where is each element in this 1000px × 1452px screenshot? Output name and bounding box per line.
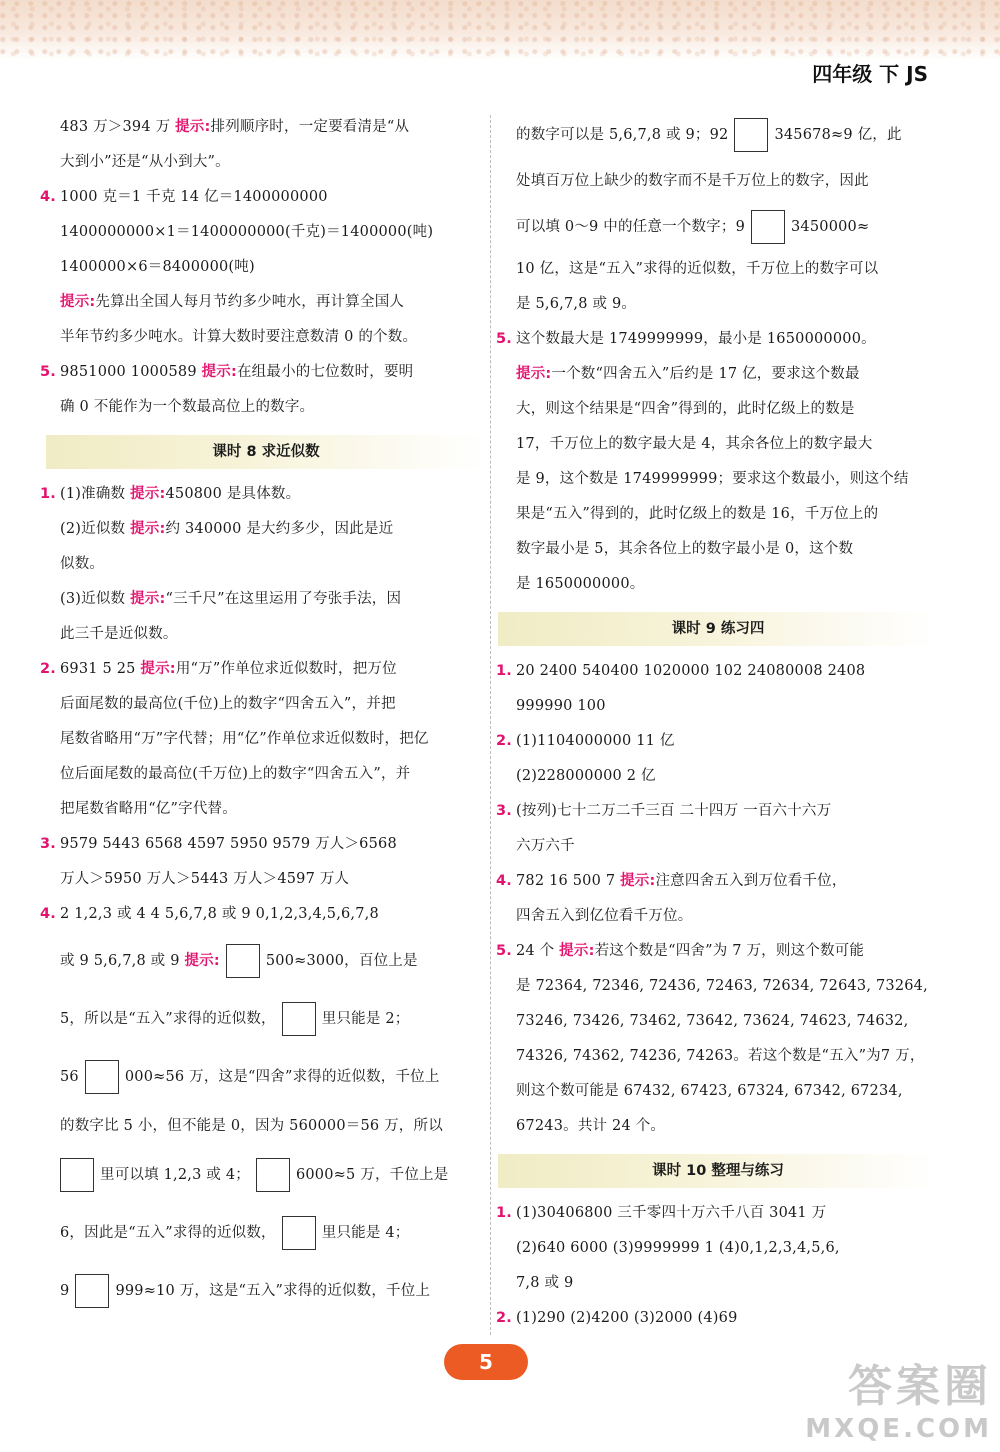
answer-line: 10 亿，这是“五入”求得的近似数，千万位上的数字可以 (516, 261, 879, 277)
answer-line: 6，因此是“五入”求得的近似数， 里只能是 4； (60, 1204, 485, 1262)
lesson-9-section (496, 654, 941, 1144)
answer-text: 999990 100 (516, 698, 606, 714)
answer-text: 1000 克＝1 千克 14 亿＝1400000000 (60, 189, 328, 205)
answer-text: 这个数最大是 1749999999，最小是 1650000000。 (516, 331, 876, 347)
answer-line (516, 392, 941, 427)
question-5-section (496, 322, 941, 602)
answer-line (516, 969, 941, 1004)
answer-text: 位后面尾数的最高位(千万位)上的数字“四舍五入”，并 (60, 766, 411, 782)
question-number: 5. (496, 943, 512, 959)
answer-text: 73246, 73426, 73462, 73642, 73624, 74623, 74632, (516, 1013, 909, 1029)
answer-text: 后面尾数的最高位(千位)上的数字“四舍五入”，并把 (60, 696, 396, 712)
answer-line (516, 1109, 941, 1144)
question-number: 2. (496, 1310, 512, 1326)
answer-line (60, 110, 485, 145)
answer-text: (2)近似数 (60, 521, 131, 537)
answer-line (60, 757, 485, 792)
blank-box (85, 1060, 119, 1094)
answer-text: (3)近似数 (60, 591, 131, 607)
answer-text: (1)1104000000 11 亿 (516, 733, 675, 749)
answer-text: (1)准确数 (60, 486, 131, 502)
answer-line (516, 759, 941, 794)
answer-line (516, 1231, 941, 1266)
answer-line (496, 1301, 941, 1336)
answer-line: 56 000≈56 万，这是“四舍”求得的近似数，千位上 (60, 1048, 485, 1106)
question-number: 1. (40, 486, 56, 502)
blank-box (226, 944, 260, 978)
question-number: 4. (40, 189, 56, 205)
answer-line (60, 512, 485, 547)
answer-line (516, 1004, 941, 1039)
answer-text: 大，则这个结果是“四舍”得到的，此时亿级上的数是 (516, 401, 855, 417)
answer-text: (2)228000000 2 亿 (516, 768, 656, 784)
answer-line: 的数字比 5 小，但不能是 0，因为 560000＝56 万，所以 (60, 1118, 443, 1134)
answer-line (516, 1266, 941, 1301)
answer-line: 5，所以是“五入”求得的近似数， 里只能是 2； (60, 990, 485, 1048)
answer-text: 是 9，这个数是 1749999999；要求这个数最小，则这个结 (516, 471, 909, 487)
answer-text: 是 72364, 72346, 72436, 72463, 72634, 72643, 73264, (516, 978, 928, 994)
answer-text: 1400000×6＝8400000(吨) (60, 259, 255, 275)
answer-text: 似数。 (60, 556, 105, 572)
hint-label: 提示: (140, 661, 176, 677)
answer-line (60, 320, 485, 355)
answer-line (516, 1039, 941, 1074)
hint-label: 提示: (60, 294, 96, 310)
hint-label: 提示: (175, 119, 211, 135)
answer-line (40, 355, 485, 390)
hint-text: 在组最小的七位数时，要明 (236, 364, 414, 380)
answer-line (60, 215, 485, 250)
answer-text: 果是“五入”得到的，此时亿级上的数是 16，千万位上的 (516, 506, 879, 522)
answer-text: 483 万＞394 万 (60, 119, 176, 135)
hint-label: 提示: (516, 366, 552, 382)
answer-line (60, 285, 485, 320)
hint-text: 约 340000 是大约多少，因此是近 (165, 521, 394, 537)
hint-text: 先算出全国人每月节约多少吨水，再计算全国人 (95, 294, 405, 310)
hint-label: 提示: (130, 591, 166, 607)
hint-label: 提示: (620, 873, 656, 889)
answer-line (60, 617, 485, 652)
question-number: 1. (496, 1205, 512, 1221)
answer-line (496, 794, 941, 829)
hint-text: 用“万”作单位求近似数时，把万位 (175, 661, 397, 677)
answer-line (496, 934, 941, 969)
blank-box (256, 1158, 290, 1192)
page-number: 5 (444, 1344, 528, 1380)
answer-line (496, 1196, 941, 1231)
left-column (40, 110, 485, 1320)
answer-line: 里可以填 1,2,3 或 4； 6000≈5 万，千位上是 (60, 1146, 485, 1204)
blank-box (734, 118, 768, 152)
answer-text: (1)290 (2)4200 (3)2000 (4)69 (516, 1310, 738, 1326)
answer-text: 20 2400 540400 1020000 102 24080008 2408 (516, 663, 866, 679)
answer-text: 半年节约多少吨水。计算大数时要注意数清 0 的个数。 (60, 329, 418, 345)
right-column (496, 110, 941, 1336)
answer-text: 此三千是近似数。 (60, 626, 178, 642)
answer-text: 大到小”还是“从小到大”。 (60, 154, 230, 170)
answer-text: 17，千万位上的数字最大是 4，其余各位上的数字最大 (516, 436, 873, 452)
answer-text: 把尾数省略用“亿”字代替。 (60, 801, 237, 817)
blank-box (75, 1274, 109, 1308)
hint-label: 提示: (130, 521, 166, 537)
question-number: 2. (496, 733, 512, 749)
answer-line (60, 390, 485, 425)
answer-line: 9 999≈10 万，这是“五入”求得的近似数，千位上 (60, 1262, 485, 1320)
answer-line (60, 687, 485, 722)
question-number: 5. (496, 331, 512, 347)
lesson-9-title: 课时 9 练习四 (498, 612, 938, 646)
header-band (0, 0, 1000, 60)
answer-text: 尾数省略用“万”字代替；用“亿”作单位求近似数时，把亿 (60, 731, 429, 747)
blank-box (60, 1158, 94, 1192)
hint-text: “三千尺”在这里运用了夸张手法，因 (165, 591, 402, 607)
blank-box (282, 1002, 316, 1036)
answer-line (496, 654, 941, 689)
question-number: 1. (496, 663, 512, 679)
hint-text: 若这个数是“四舍”为 7 万，则这个数可能 (594, 943, 865, 959)
lesson-10-section (496, 1196, 941, 1336)
answer-text: 万人＞5950 万人＞5443 万人＞4597 万人 (60, 871, 350, 887)
answer-text: 9579 5443 6568 4597 5950 9579 万人＞6568 (60, 836, 397, 852)
answer-text: 782 16 500 7 (516, 873, 621, 889)
hint-text: 注意四舍五入到万位看千位， (655, 873, 847, 889)
answer-line (40, 897, 485, 932)
answer-text: 9851000 1000589 (60, 364, 202, 380)
answer-text: 67243。共计 24 个。 (516, 1118, 666, 1134)
answer-text: 2 1,2,3 或 4 4 5,6,7,8 或 9 0,1,2,3,4,5,6,7,8 (60, 906, 379, 922)
grade-label: 四年级 下 JS (812, 62, 928, 86)
answer-text: (按列)七十二万二千三百 二十四万 一百六十六万 (516, 803, 832, 819)
answer-line: 或 9 5,6,7,8 或 9 提示: 500≈3000，百位上是 (60, 932, 485, 990)
answer-line (496, 322, 941, 357)
answer-line (516, 497, 941, 532)
answer-line (516, 357, 941, 392)
hint-label: 提示: (130, 486, 166, 502)
answer-line (60, 547, 485, 582)
answer-text: (1)30406800 三千零四十万六千八百 3041 万 (516, 1205, 827, 1221)
answer-line (40, 827, 485, 862)
question-number: 3. (40, 836, 56, 852)
question-number: 5. (40, 364, 56, 380)
answer-line (60, 250, 485, 285)
answer-line: 的数字可以是 5,6,7,8 或 9；92 345678≈9 亿，此 (516, 110, 941, 160)
answer-line (516, 462, 941, 497)
answer-text: 74326, 74362, 74236, 74263。若这个数是“五入”为7 万， (516, 1048, 925, 1064)
answer-text: 7,8 或 9 (516, 1275, 574, 1291)
answer-line (516, 567, 941, 602)
answer-text: (2)640 6000 (3)9999999 1 (4)0,1,2,3,4,5,6, (516, 1240, 840, 1256)
answer-line (60, 582, 485, 617)
question-number: 4. (40, 906, 56, 922)
hint-text: 一个数“四舍五入”后约是 17 亿，要求这个数最 (551, 366, 860, 382)
answer-line (516, 1074, 941, 1109)
blank-box (282, 1216, 316, 1250)
answer-line (496, 864, 941, 899)
answer-text: 四舍五入到亿位看千万位。 (516, 908, 693, 924)
hint-label: 提示: (559, 943, 595, 959)
answer-line (516, 689, 941, 724)
answer-line (516, 532, 941, 567)
answer-text: 1400000000×1＝1400000000(千克)＝1400000(吨) (60, 224, 434, 240)
answer-text: 则这个数可能是 67432, 67423, 67324, 67342, 67234, (516, 1083, 903, 1099)
answer-line: 是 5,6,7,8 或 9。 (516, 296, 637, 312)
answer-line (60, 145, 485, 180)
watermark-logo: 答案圈 MXQE.COM (805, 1361, 992, 1444)
answer-text: 24 个 (516, 943, 560, 959)
answer-line (40, 652, 485, 687)
answer-line (60, 792, 485, 827)
answer-line (516, 427, 941, 462)
question-number: 3. (496, 803, 512, 819)
hint-label: 提示: (201, 364, 237, 380)
answer-line (496, 724, 941, 759)
question-number: 4. (496, 873, 512, 889)
answer-text: 数字最小是 5，其余各位上的数字最小是 0，这个数 (516, 541, 854, 557)
answer-line (516, 899, 941, 934)
column-divider (490, 115, 491, 1335)
answer-line (60, 862, 485, 897)
answer-text: 确 0 不能作为一个数最高位上的数字。 (60, 399, 315, 415)
answer-text: 是 1650000000。 (516, 576, 645, 592)
answer-line: 处填百万位上缺少的数字而不是千万位上的数字，因此 (516, 173, 869, 189)
answer-line: 可以填 0～9 中的任意一个数字；9 3450000≈ (516, 202, 941, 252)
question-number: 2. (40, 661, 56, 677)
lesson-10-title: 课时 10 整理与练习 (498, 1154, 938, 1188)
answer-text: 六万六千 (516, 838, 575, 854)
hint-text: 排列顺序时，一定要看清是“从 (210, 119, 410, 135)
blank-box (751, 210, 785, 244)
answer-line (60, 722, 485, 757)
answer-line (40, 180, 485, 215)
answer-line (40, 477, 485, 512)
left-top-section (40, 110, 485, 425)
answer-line (516, 829, 941, 864)
answer-text: 6931 5 25 (60, 661, 141, 677)
lesson-8-title: 课时 8 求近似数 (46, 435, 486, 469)
lesson-8-section (40, 477, 485, 932)
hint-text: 450800 是具体数。 (165, 486, 301, 502)
